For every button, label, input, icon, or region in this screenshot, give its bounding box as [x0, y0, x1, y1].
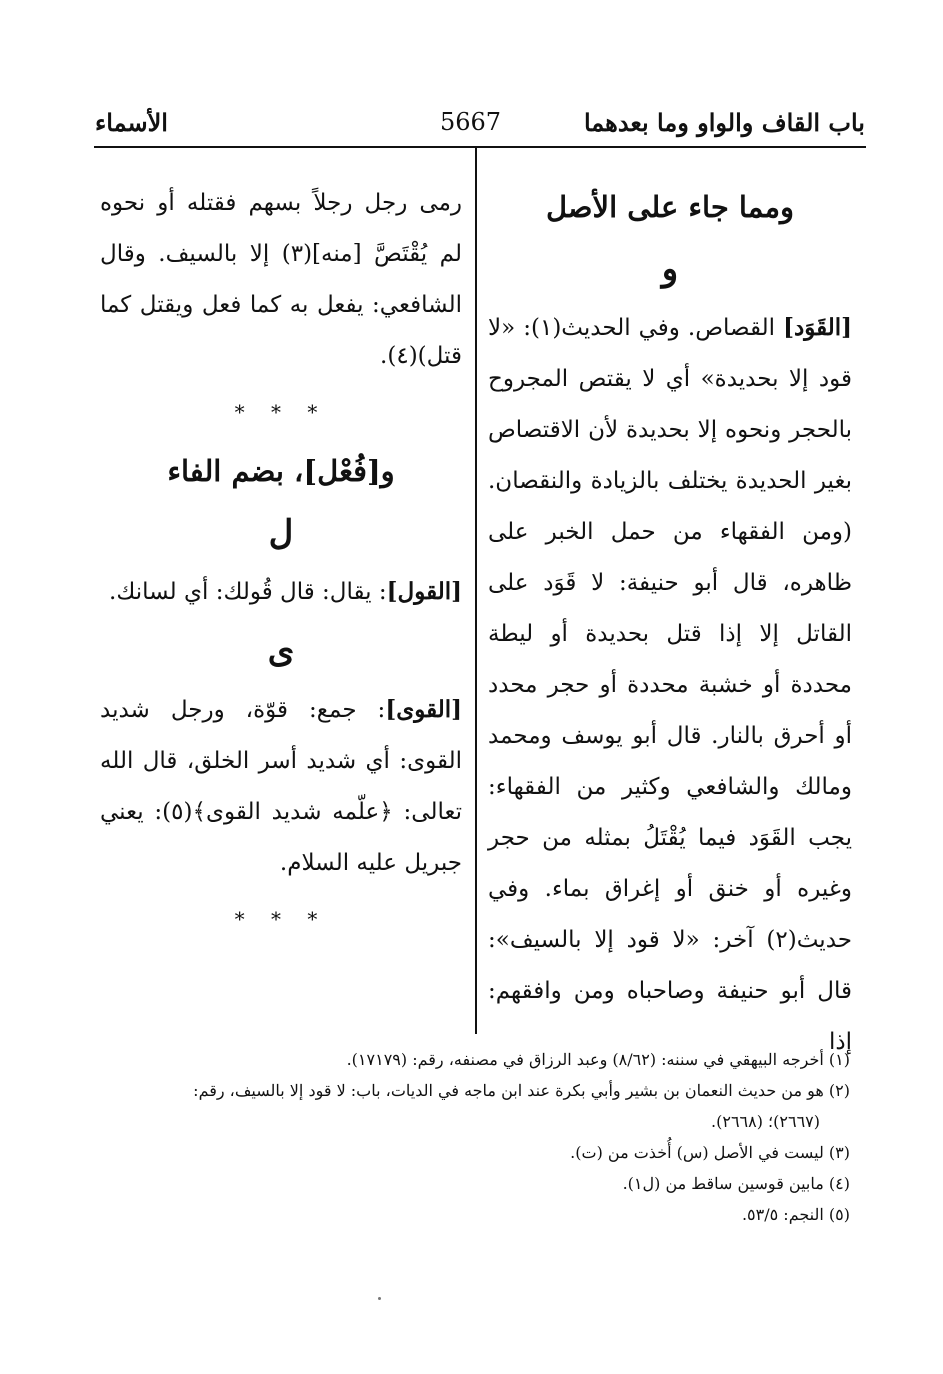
chapter-title: باب القاف والواو وما بعدهما — [583, 108, 865, 137]
footnote: (١) أخرجه البيهقي في سننه: (٨/٦٢) وعبد الرزاق في مصنفه، رقم: (١٧١٧٩). — [346, 1050, 850, 1069]
entry-text: : يقال: قال قُولك: أي لسانك. — [109, 579, 387, 605]
footnote: (٥) النجم: ٥٣/٥. — [741, 1205, 850, 1224]
letter-heading-waw: و — [661, 249, 679, 289]
footnote: (٢) هو من حديث النعمان بن بشير وأبي بكرة عند ابن ماجه في الديات، باب: لا قود إلا بالسيف، رقم: — [193, 1081, 850, 1100]
entry-text: القصاص. وفي الحديث(١): «لا قود إلا بحديدة» أي لا يقتص المجروح بالحجر ونحوه إلا بحديدة لأن الاقتصاص بغير الحديدة يختلف بالزيادة والنقصان. (ومن الفقهاء من حمل الخبر على ظاهره، قال أبو حنيفة: لا قَوَد على القاتل إلا إذا قتل بحديدة أو ليطة محددة أو خشبة محددة أو حجر محدد أو أحرق بالنار. قال أبو يوسف ومحمد ومالك والشافعي وكثير من الفقهاء: يجب القَوَد فيما يُقْتَلُ بمثله من حجر وغيره أو خنق أو إغراق بماء. وفي حديث(٢) آخر: «لا قود إلا بالسيف»: قال أبو حنيفة وصاحباه ومن وافقهم: إذا — [488, 315, 852, 1055]
header-rule — [94, 146, 866, 148]
footnote-continuation: (٢٦٦٧)؛ (٢٦٦٨). — [711, 1112, 820, 1131]
entry-headword: [القَوَد] — [783, 314, 853, 341]
entry-text: : جمع: قوّة، ورجل شديد القوى: أي شديد أسر الخلق، قال الله تعالى: ﴿علّمه شديد القوى﴾(٥): يعني جبريل عليه السلام. — [100, 697, 462, 876]
continuation-text: رمى رجل رجلاً بسهم فقتله أو نحوه لم يُقْتَصَّ [منه](٣) إلا بالسيف. وقال الشافعي: يفعل به كما فعل ويقتل كما قتل)(٤). — [100, 190, 462, 369]
footnote: (٤) مابين قوسين ساقط من (ل١). — [622, 1174, 850, 1193]
section-separator: * * * — [234, 907, 328, 931]
section-heading: و[فُعْل]، بضم الفاء — [167, 454, 395, 488]
letter-heading-ya: ى — [267, 631, 295, 671]
letter-heading-lam: ل — [268, 513, 294, 553]
section-heading: ومما جاء على الأصل — [545, 190, 795, 224]
entry-quwa — [100, 684, 462, 889]
entry-qawl — [100, 566, 462, 618]
right-column — [488, 178, 852, 1068]
section-title: الأسماء — [95, 108, 168, 137]
entry-headword: [القول] — [386, 578, 462, 605]
footnotes — [95, 1044, 850, 1230]
page-number: 5667 — [440, 108, 502, 136]
page-speck — [378, 1297, 381, 1300]
footnote: (٣) ليست في الأصل (س) أُخذت من (ت). — [570, 1143, 850, 1162]
left-column — [100, 178, 462, 949]
section-separator: * * * — [234, 400, 328, 424]
column-divider — [475, 148, 477, 1034]
entry-headword: [القوى] — [385, 696, 462, 723]
running-header — [95, 108, 865, 148]
entry-qawad — [488, 302, 852, 1068]
